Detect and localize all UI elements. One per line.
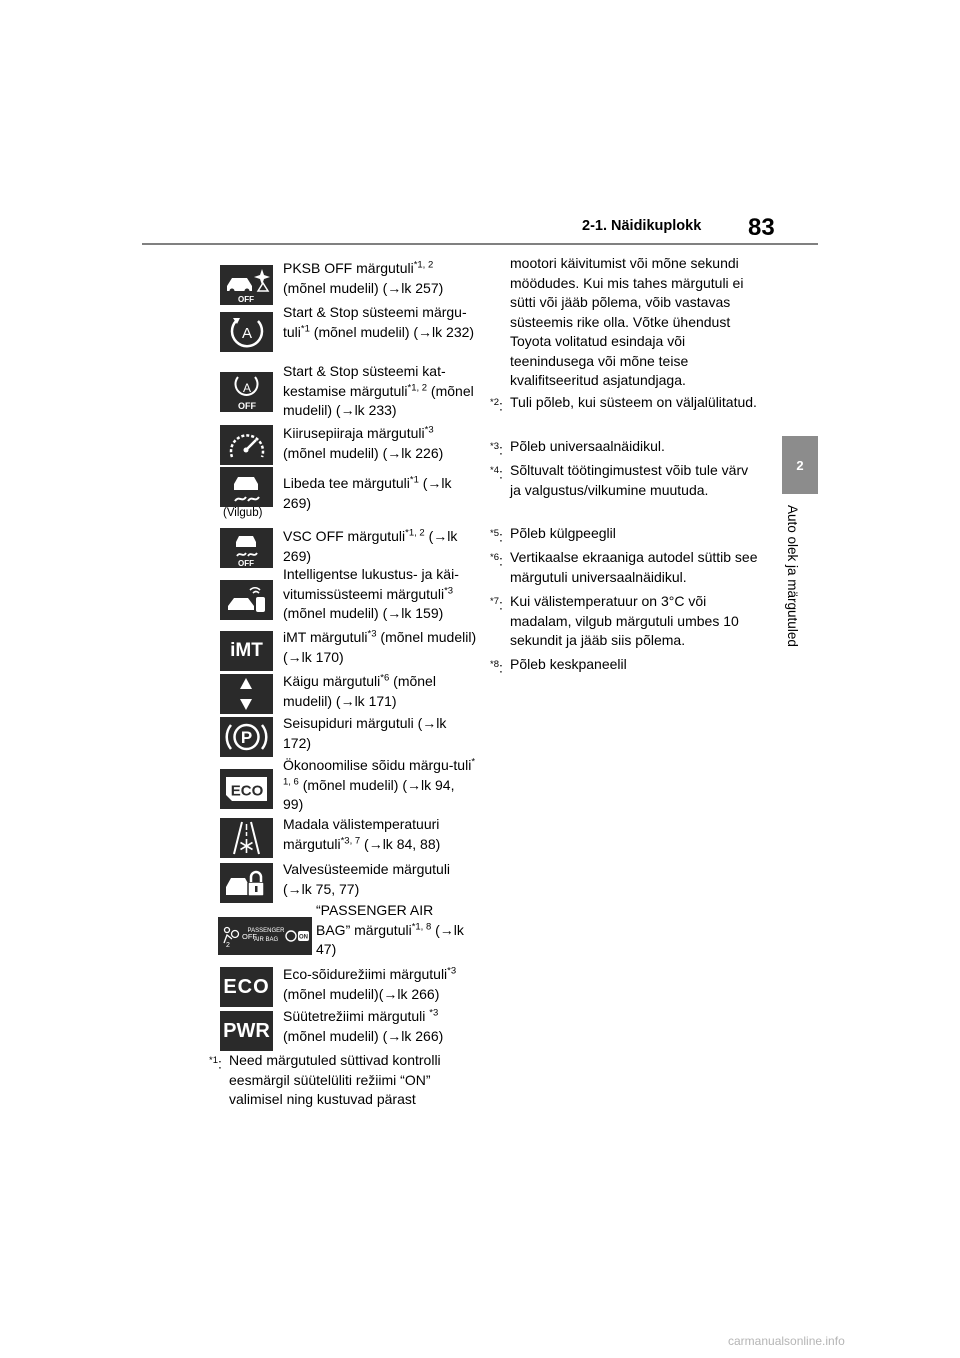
indicator-text-shift: Käigu märgutuli$^{*6}$ (mõnel mudelil) (→lk 171) bbox=[283, 672, 436, 709]
indicator-text-eco-driving: Ökonoomilise sõidu märgu-tuli$^{* 1, 6}$ (mõnel mudelil) (→lk 94, 99) bbox=[283, 756, 476, 812]
vsc-off-icon bbox=[220, 528, 273, 568]
page-number: 83 bbox=[748, 214, 775, 241]
chapter-title: Auto olek ja märgutuled bbox=[785, 505, 800, 647]
indicator-text-smart-key: Intelligentse lukustus- ja käi-vitumissüsteemi märgutuli$^{*3}$ (mõnel mudelil) (→lk 159) bbox=[283, 566, 459, 621]
indicator-text-slip: Libeda tee märgutuli$^{*1}$ (→lk 269) bbox=[283, 474, 452, 511]
eco-driving-icon bbox=[220, 769, 273, 809]
security-icon bbox=[220, 863, 273, 903]
footnote-3: $^{*3}$: Põleb universaalnäidikul. bbox=[490, 438, 665, 458]
parking-brake-icon bbox=[220, 717, 273, 757]
indicator-text-vsc-off: VSC OFF märgutuli$^{*1, 2}$ (→lk 269) bbox=[283, 527, 458, 564]
svg-text:2: 2 bbox=[226, 942, 230, 949]
airbag-on-label: ON bbox=[299, 934, 308, 941]
footnote-7: $^{*7}$: Kui välistemperatuur on 3°C või madalam, vilgub märgutuli umbes 10 sekundit ja jääb siis põlema. bbox=[490, 593, 739, 648]
svg-text:OFF: OFF bbox=[238, 559, 254, 568]
blinking-caption: (Vilgub) bbox=[223, 507, 263, 519]
indicator-text-low-temperature: Madala välistemperatuuri märgutuli$^{*3, 7}$ (→lk 84, 88) bbox=[283, 816, 441, 852]
eco-mode-icon: ECO bbox=[220, 967, 273, 1007]
low-temperature-icon bbox=[220, 818, 273, 858]
passenger-airbag-icon bbox=[218, 917, 312, 955]
watermark: carmanualsonline.info bbox=[728, 1334, 845, 1348]
indicator-text-imt: iMT märgutuli$^{*3}$ (mõnel mudelil) (→lk 170) bbox=[283, 628, 477, 665]
indicator-text-pksb-off: PKSB OFF märgutuli$^{*1, 2}$ (mõnel mudelil) (→lk 257) bbox=[283, 259, 444, 296]
start-stop-icon bbox=[220, 312, 273, 352]
svg-text:PASSENGER: PASSENGER bbox=[247, 928, 285, 934]
footnote-2: $^{*2}$: Tuli põleb, kui süsteem on väljalülitatud. bbox=[490, 394, 757, 414]
svg-text:A: A bbox=[242, 381, 252, 395]
footnote-5: $^{*5}$: Põleb külgpeeglil bbox=[490, 525, 616, 545]
airbag-off-label: OFF bbox=[242, 932, 257, 941]
footnote-1: $^{*1}$: Need märgutuled süttivad kontrolli eesmärgil süütelüliti režiimi “ON” valimisel ning kustuvad pärast bbox=[209, 1052, 441, 1107]
indicator-text-start-stop: Start & Stop süsteemi märgu-tuli$^{*1}$ (mõnel mudelil) (→lk 232) bbox=[283, 304, 475, 340]
indicator-text-parking-brake: Seisupiduri märgutuli (→lk 172) bbox=[283, 715, 447, 751]
power-mode-icon: PWR bbox=[220, 1011, 273, 1051]
svg-text:A: A bbox=[241, 325, 253, 342]
start-stop-off-icon bbox=[220, 372, 273, 412]
speed-limiter-icon bbox=[220, 425, 273, 465]
section-title: 2-1. Näidikuplokk bbox=[582, 218, 702, 234]
eco-driving-text: ECO bbox=[230, 782, 264, 800]
svg-text:OFF: OFF bbox=[238, 401, 256, 411]
indicator-text-eco-mode: Eco-sõidurežiimi märgutuli$^{*3}$ (mõnel mudelil)(→lk 266) bbox=[283, 965, 457, 1002]
footnote-6: $^{*6}$: Vertikaalse ekraaniga autodel süttib see märgutuli universaalnäidikul. bbox=[490, 549, 758, 585]
indicator-text-passenger-airbag: “PASSENGER AIR BAG” märgutuli$^{*1, 8}$ (→lk 47) bbox=[316, 902, 464, 957]
footnote-1-continued: mootori käivitumist või mõne sekundi möödudes. Kui mis tahes märgutuli ei sütti või jääb põlema, võib vastavas süsteemis rike olla. Võtke ühendust Toyota volitatud esindaja või teenindusega või mõne teise kvalifitseeritud asjatundjaga. bbox=[510, 255, 744, 388]
chapter-tab[interactable]: 2 bbox=[782, 436, 818, 494]
svg-text:AIR BAG: AIR BAG bbox=[253, 937, 279, 943]
indicator-text-start-stop-off: Start & Stop süsteemi kat-kestamise märgutuli$^{*1, 2}$ (mõnel mudelil) (→lk 233) bbox=[283, 363, 474, 418]
slip-indicator-icon bbox=[220, 467, 273, 507]
pksb-off-icon bbox=[220, 265, 273, 305]
footnote-4: $^{*4}$: Sõltuvalt töötingimustest võib tule värv ja valgustus/vilkumine muutuda. bbox=[490, 462, 749, 498]
indicator-text-speed-limiter: Kiirusepiiraja märgutuli$^{*3}$ (mõnel mudelil) (→lk 226) bbox=[283, 424, 444, 461]
imt-icon: iMT bbox=[220, 631, 273, 671]
shift-arrows-icon bbox=[220, 674, 273, 714]
footnote-8: $^{*8}$: Põleb keskpaneelil bbox=[490, 656, 627, 676]
indicator-text-security: Valvesüsteemide märgutuli (→lk 75, 77) bbox=[283, 861, 451, 897]
header-divider bbox=[142, 243, 818, 245]
parking-brake-letter: P bbox=[240, 728, 253, 747]
indicator-text-power-mode: Süütetrežiimi märgutuli $^{*3}$ (mõnel mudelil) (→lk 266) bbox=[283, 1007, 444, 1044]
smart-key-icon bbox=[220, 580, 273, 620]
svg-text:OFF: OFF bbox=[238, 295, 254, 304]
